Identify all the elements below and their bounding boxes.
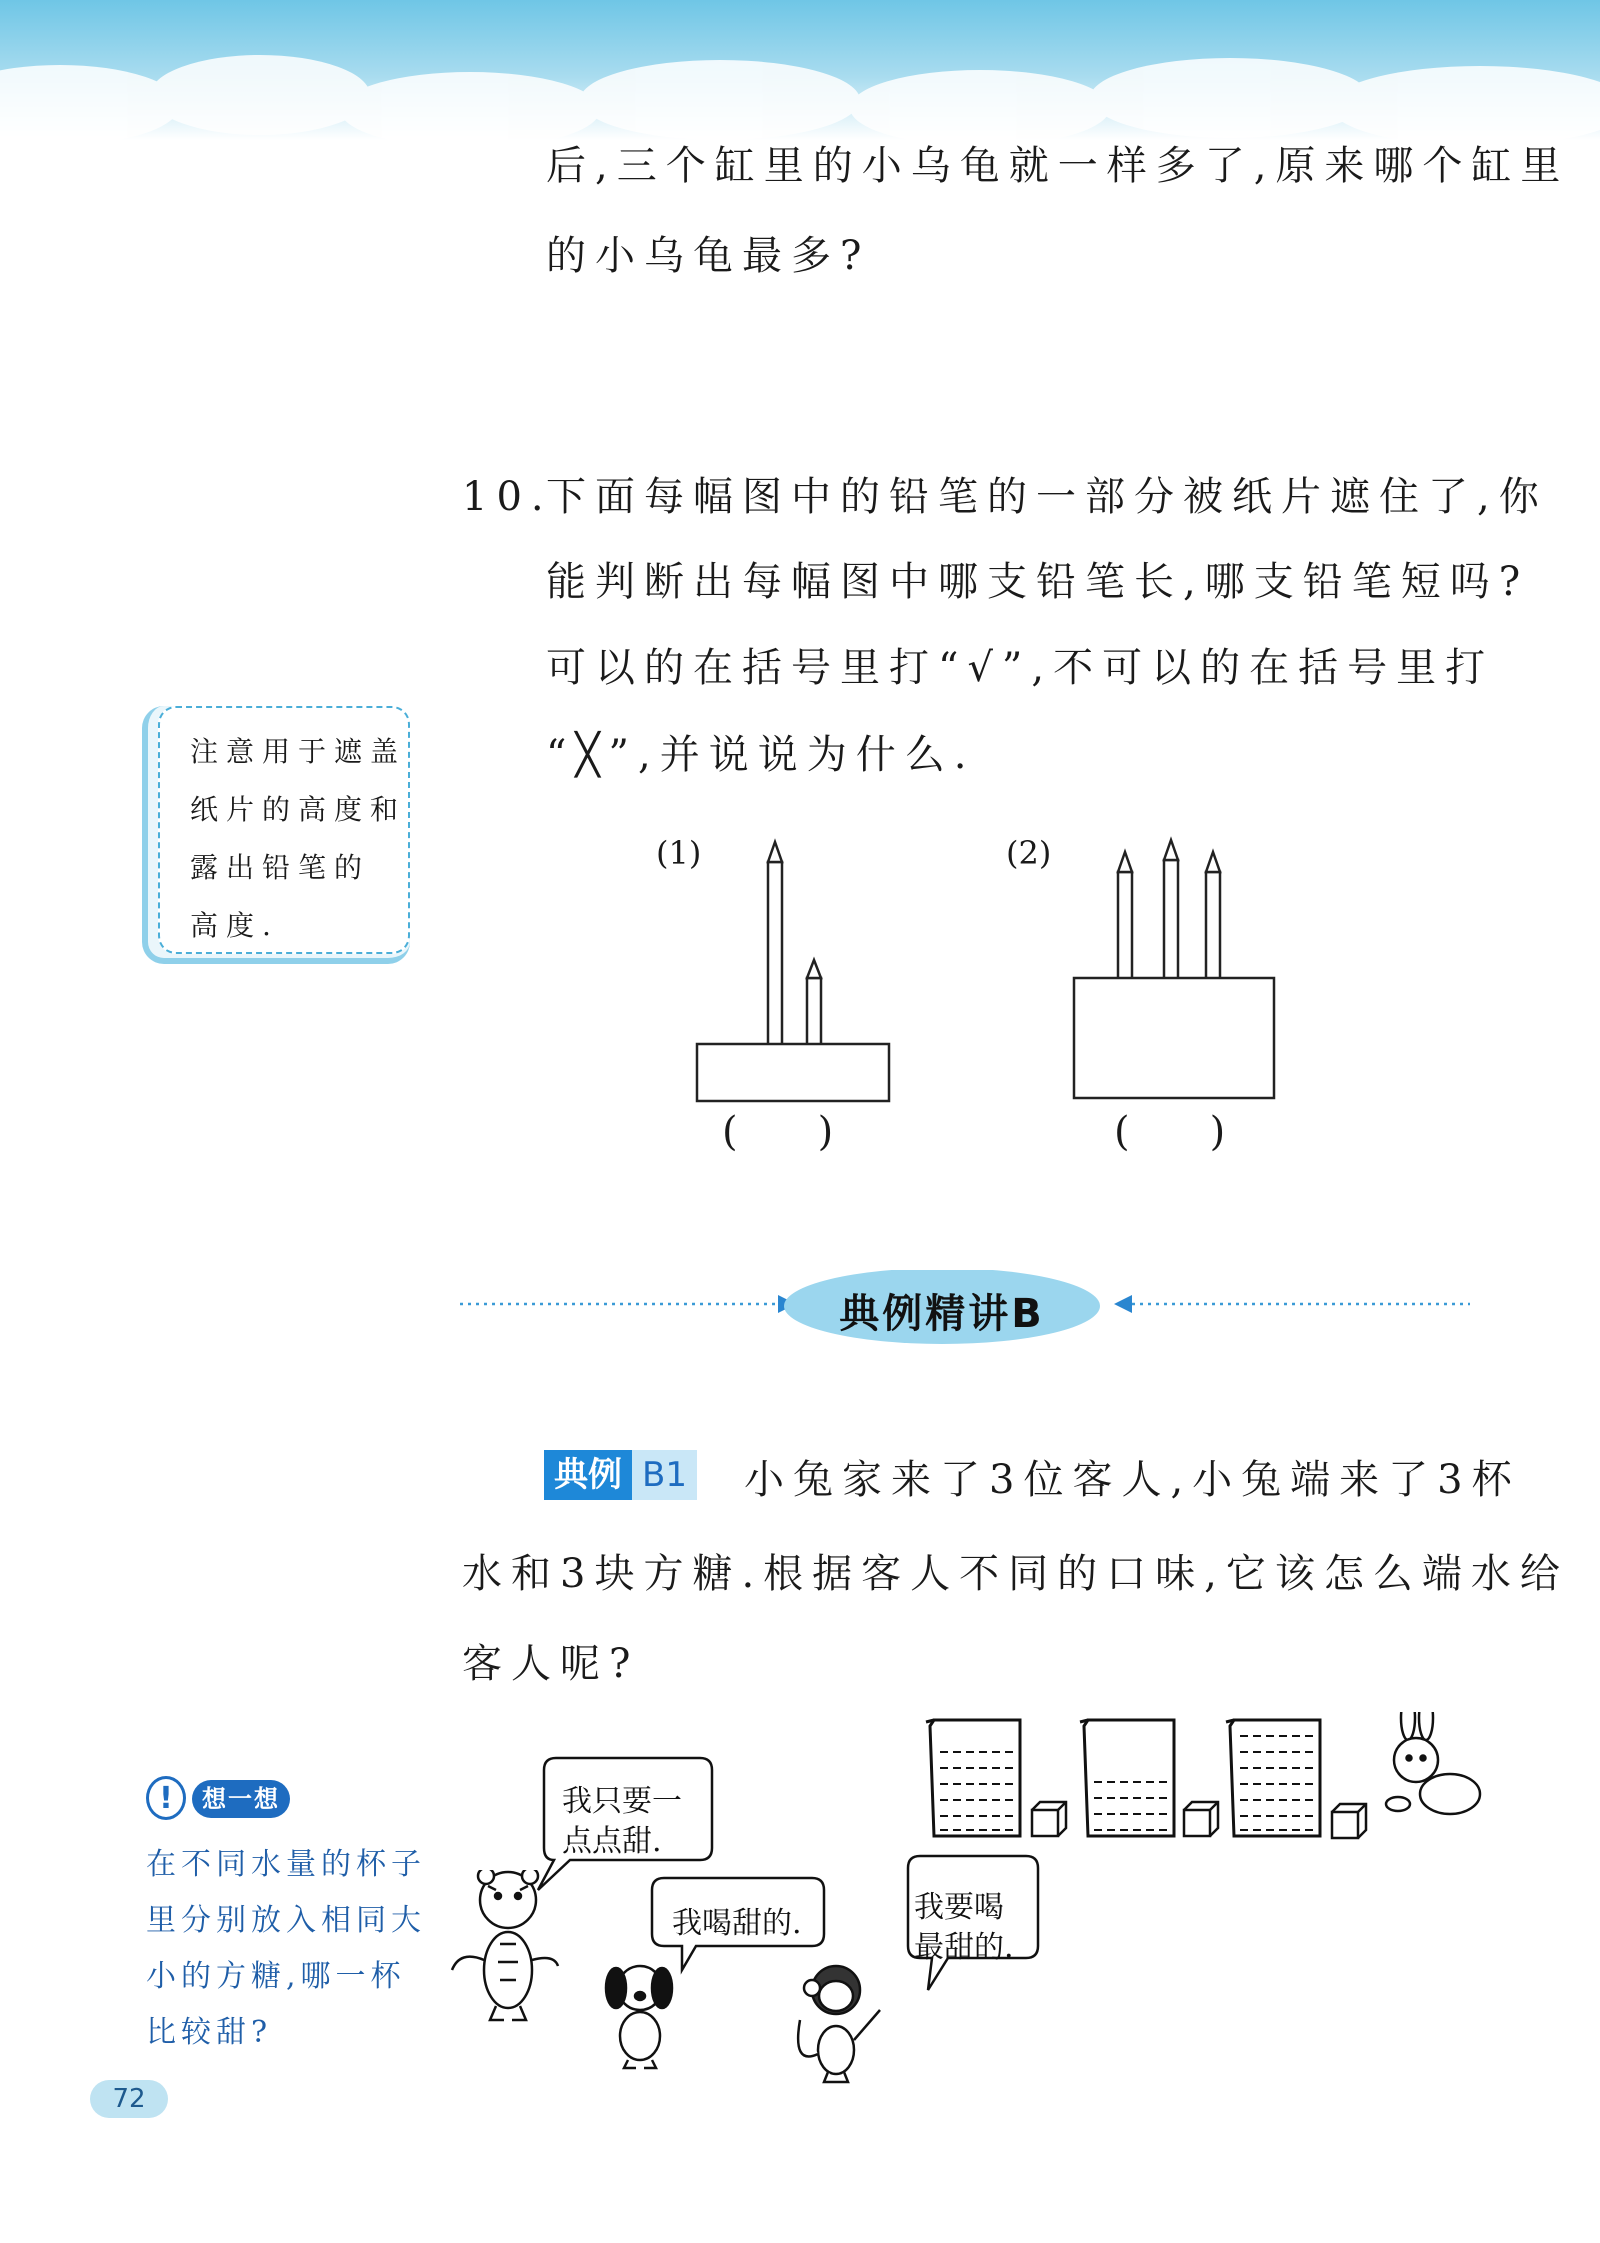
section-title: 典例精讲B xyxy=(839,1291,1045,1337)
example-line-3: 客人呢? xyxy=(462,1641,640,1687)
cloud-decoration xyxy=(0,0,1600,140)
answer-blank-1[interactable]: ( ) xyxy=(722,1109,834,1155)
pencil-middle-tip xyxy=(1164,840,1178,860)
problem-10-number: 10. xyxy=(462,474,553,520)
tiger-speech-line-1: 我只要一 xyxy=(562,1784,682,1819)
tip-note-line-3: 露出铅笔的 xyxy=(190,851,371,884)
problem-10-line-2: 能判断出每幅图中哪支铅笔长,哪支铅笔短吗? xyxy=(546,559,1530,605)
tiger-icon xyxy=(452,1870,558,2020)
think-badge: 想一想 xyxy=(192,1780,290,1818)
example-line-2: 水和3块方糖.根据客人不同的口味,它该怎么端水给 xyxy=(462,1551,1569,1597)
sugar-cube-2 xyxy=(1184,1810,1210,1836)
pencil-short-tip xyxy=(807,960,821,978)
pencil-right-tip xyxy=(1206,852,1220,872)
pencil-left-tip xyxy=(1118,852,1132,872)
problem-10-line-4: “╳”,并说说为什么. xyxy=(546,732,976,778)
dog-icon xyxy=(606,1966,672,2068)
continuation-line-2: 的小乌龟最多? xyxy=(546,233,871,279)
think-line-4: 比较甜? xyxy=(146,2015,273,2050)
monkey-speech-line-1: 我要喝 xyxy=(914,1890,1004,1925)
problem-10-line-1: 下面每幅图中的铅笔的一部分被纸片遮住了,你 xyxy=(546,474,1548,520)
monkey-icon xyxy=(798,1966,880,2082)
cup-3 xyxy=(1230,1720,1320,1836)
cup-2 xyxy=(1084,1720,1174,1836)
dog-speech: 我喝甜的. xyxy=(672,1906,802,1941)
rabbit-icon xyxy=(1386,1712,1480,1814)
example-line-1: 小兔家来了3位客人,小兔端来了3杯 xyxy=(744,1457,1521,1503)
think-line-3: 小的方糖,哪一杯 xyxy=(146,1959,406,1994)
example-tag xyxy=(544,1450,697,1500)
example-tag-main: 典例 xyxy=(544,1450,632,1500)
figure-1-label: (1) xyxy=(656,834,702,872)
pencil-tall-tip xyxy=(768,842,782,862)
think-line-1: 在不同水量的杯子 xyxy=(146,1847,426,1882)
tiger-speech-line-2: 点点甜. xyxy=(562,1824,662,1859)
figure-2-pencils xyxy=(1060,830,1290,1110)
answer-blank-2[interactable]: ( ) xyxy=(1114,1109,1226,1155)
sugar-cube-3 xyxy=(1332,1812,1358,1838)
figure-1-pencils xyxy=(680,830,900,1110)
tip-note-box xyxy=(142,706,410,964)
tip-note-line-2: 纸片的高度和 xyxy=(190,793,407,826)
continuation-line-1: 后,三个缸里的小乌龟就一样多了,原来哪个缸里 xyxy=(546,143,1570,189)
animals-illustration xyxy=(440,1870,940,2090)
figure-2-label: (2) xyxy=(1006,834,1052,872)
cover-paper-1 xyxy=(697,1044,889,1101)
problem-10-line-3: 可以的在括号里打“√”,不可以的在括号里打 xyxy=(546,645,1495,691)
example-tag-id: B1 xyxy=(632,1450,697,1500)
page-number: 72 xyxy=(90,2080,168,2118)
tip-note-line-4: 高度. xyxy=(190,909,279,942)
monkey-speech-line-2: 最甜的. xyxy=(914,1930,1014,1965)
exclamation-icon: ! xyxy=(146,1776,186,1820)
think-line-2: 里分别放入相同大 xyxy=(146,1903,426,1938)
tip-note-line-1: 注意用于遮盖 xyxy=(190,735,407,768)
cover-paper-2 xyxy=(1074,978,1274,1098)
sky-header-banner xyxy=(0,0,1600,140)
